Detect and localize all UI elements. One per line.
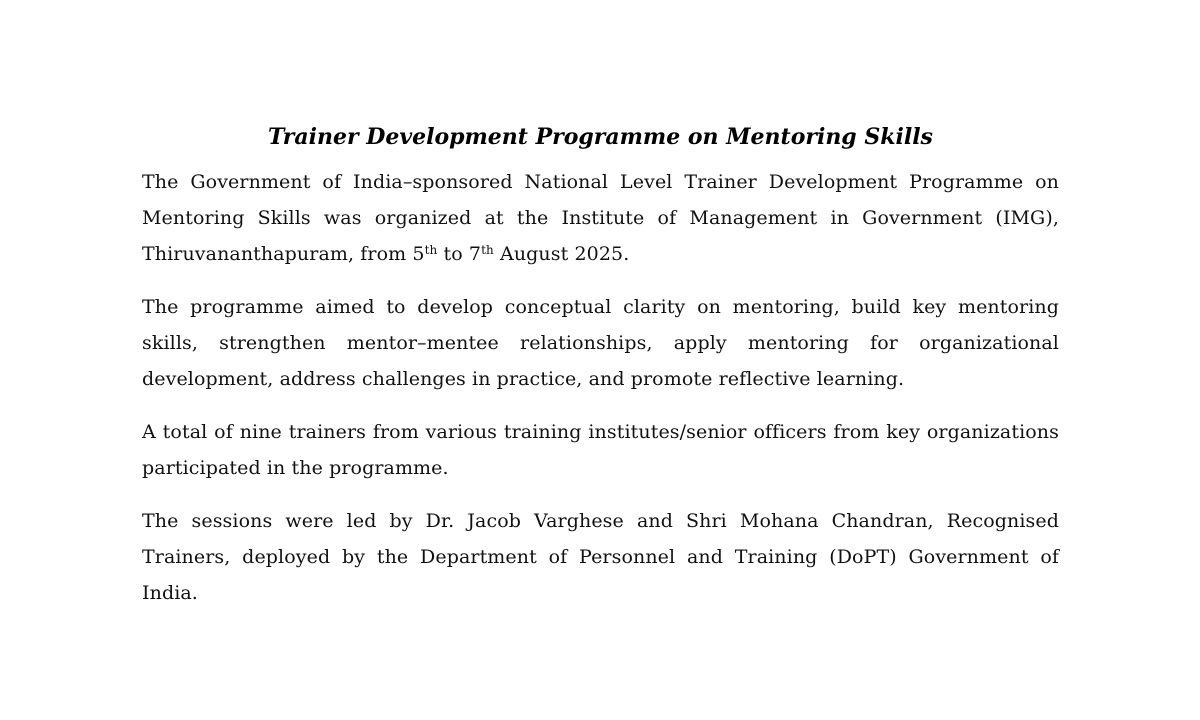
paragraph-participants: A total of nine trainers from various training institutes/senior officers from key organizations participated in the programme. — [142, 421, 1059, 479]
paragraph-1-text-end: August 2025. — [493, 243, 630, 265]
paragraph-programme-aims: The programme aimed to develop conceptual clarity on mentoring, build key mentoring skills, strengthen mentor–mentee relationships, apply mentoring for organizational development, address challenges in practice, and promote reflective learning. — [142, 296, 1059, 390]
date-ordinal-suffix-start: th — [424, 243, 438, 257]
paragraph-1-text-middle: to 7 — [437, 243, 482, 265]
paragraph-1-text-start: The Government of India–sponsored National Level Trainer Development Programme on Mentoring Skills was organized at the Institute of Management in Government (IMG), Thiruvananthapuram, from 5 — [142, 171, 1059, 265]
paragraph-session-leads: The sessions were led by Dr. Jacob Varghese and Shri Mohana Chandran, Recognised Trainers, deployed by the Department of Personnel and Training (DoPT) Government of India. — [142, 510, 1059, 604]
date-ordinal-suffix-end: th — [481, 243, 494, 257]
paragraph-programme-overview — [142, 164, 1059, 272]
document-page — [142, 118, 1059, 628]
document-title: Trainer Development Programme on Mentoring Skills — [268, 124, 933, 150]
